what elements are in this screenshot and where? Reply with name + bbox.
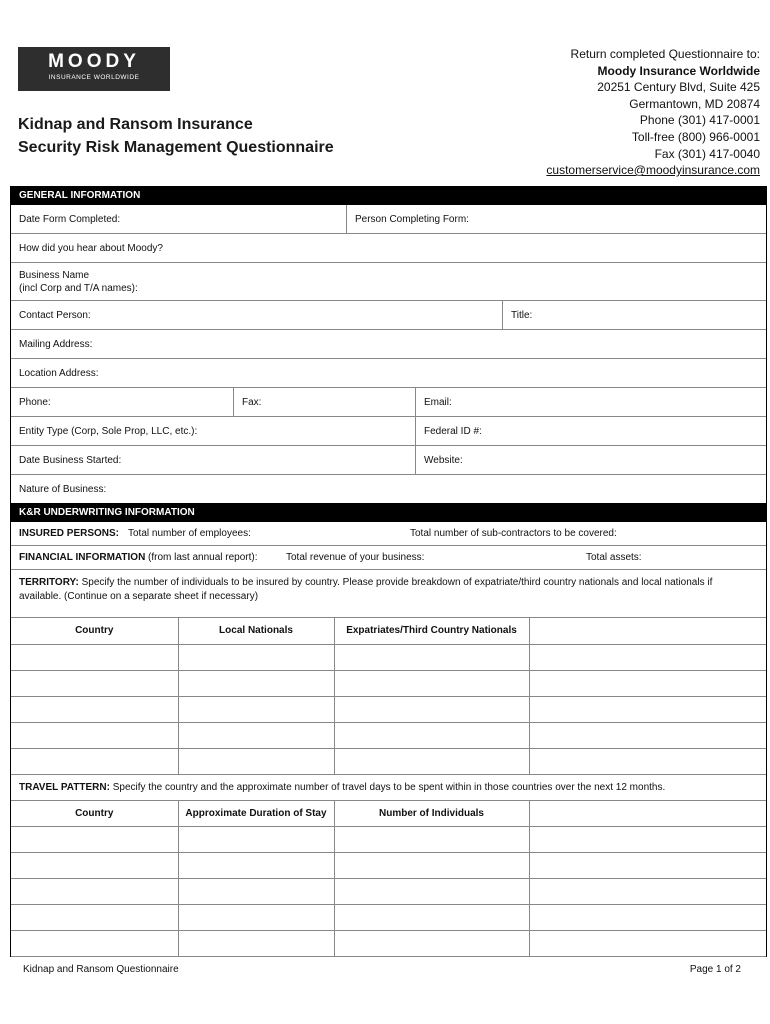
business-name-sublabel: (incl Corp and T/A names): (19, 282, 138, 294)
return-email-link[interactable]: customerservice@moodyinsurance.com (546, 163, 760, 178)
travel-instructions (11, 775, 766, 801)
revenue-label: Total revenue of your business: (286, 552, 425, 563)
table-cell[interactable] (334, 931, 529, 957)
return-address-block (546, 46, 760, 179)
travel-entry-row (11, 879, 766, 905)
return-company: Moody Insurance Worldwide (597, 63, 760, 78)
table-cell[interactable] (529, 670, 766, 696)
return-tollfree: Toll-free (800) 966-0001 (631, 129, 760, 144)
table-cell[interactable] (178, 879, 334, 905)
table-cell[interactable] (334, 853, 529, 879)
table-cell[interactable] (178, 696, 334, 722)
financial-info-label: FINANCIAL INFORMATION (19, 552, 146, 563)
financial-info-note: (from last annual report): (148, 552, 258, 563)
table-cell[interactable] (529, 748, 766, 774)
row-business-name (11, 263, 766, 301)
contact-person-field[interactable] (11, 301, 502, 329)
table-cell[interactable] (334, 696, 529, 722)
territory-col-local: Local Nationals (178, 618, 334, 644)
return-street: 20251 Century Blvd, Suite 425 (597, 80, 760, 95)
entity-type-field[interactable] (11, 417, 415, 445)
table-cell[interactable] (529, 722, 766, 748)
territory-col-country: Country (11, 618, 178, 644)
location-address-label: Location Address: (19, 367, 99, 379)
row-started-website (11, 446, 766, 475)
table-cell[interactable] (11, 644, 178, 670)
table-cell[interactable] (334, 879, 529, 905)
travel-label: TRAVEL PATTERN: (19, 781, 110, 793)
table-cell[interactable] (11, 931, 178, 957)
date-started-label: Date Business Started: (19, 454, 122, 466)
person-completing-label: Person Completing Form: (355, 213, 469, 225)
subcontractors-label: Total number of sub-contractors to be covered: (410, 528, 617, 539)
travel-col-country: Country (11, 801, 178, 827)
table-cell[interactable] (178, 853, 334, 879)
nature-of-business-label: Nature of Business: (19, 483, 107, 495)
general-info-header: GENERAL INFORMATION (11, 186, 766, 205)
row-contact (11, 301, 766, 330)
table-cell[interactable] (11, 748, 178, 774)
date-form-completed-field[interactable] (11, 205, 346, 233)
federal-id-field[interactable] (415, 417, 766, 445)
table-cell[interactable] (529, 644, 766, 670)
table-cell[interactable] (178, 670, 334, 696)
footer-document-name: Kidnap and Ransom Questionnaire (23, 964, 179, 975)
table-cell[interactable] (334, 644, 529, 670)
table-cell[interactable] (11, 827, 178, 853)
table-cell[interactable] (11, 722, 178, 748)
date-form-completed-label: Date Form Completed: (19, 213, 121, 225)
how-heard-field[interactable] (11, 234, 766, 262)
travel-header-row (11, 801, 766, 827)
table-cell[interactable] (178, 931, 334, 957)
date-started-field[interactable] (11, 446, 415, 474)
website-field[interactable] (415, 446, 766, 474)
table-cell[interactable] (178, 748, 334, 774)
table-cell[interactable] (178, 827, 334, 853)
row-phone-fax-email (11, 388, 766, 417)
return-intro: Return completed Questionnaire to: (570, 47, 760, 61)
territory-label: TERRITORY: (19, 577, 79, 588)
row-how-heard (11, 234, 766, 263)
travel-table (11, 801, 766, 958)
travel-text: Specify the country and the approximate number of travel days to be spent within in those countries over the next 12 months. (112, 781, 666, 793)
table-cell[interactable] (529, 931, 766, 957)
table-cell[interactable] (178, 644, 334, 670)
territory-col-blank (529, 618, 766, 644)
territory-table (11, 618, 766, 775)
mailing-address-field[interactable] (11, 330, 766, 358)
return-city: Germantown, MD 20874 (629, 96, 760, 111)
phone-label: Phone: (19, 396, 51, 408)
business-name-label: Business Name (19, 269, 90, 281)
table-cell[interactable] (11, 696, 178, 722)
phone-field[interactable] (11, 388, 233, 416)
return-phone: Phone (301) 417-0001 (639, 113, 760, 128)
questionnaire-form (10, 186, 767, 957)
territory-entry-row (11, 670, 766, 696)
row-nature (11, 475, 766, 503)
table-cell[interactable] (529, 905, 766, 931)
document-title (18, 113, 334, 159)
territory-text: Specify the number of individuals to be insured by country. Please provide breakdown of expatriate/third country nationals and local nationals if available. (Continue on a separate sheet if necessary) (19, 577, 713, 602)
fax-label: Fax: (242, 396, 262, 408)
travel-col-duration: Approximate Duration of Stay (178, 801, 334, 827)
table-cell[interactable] (334, 827, 529, 853)
table-cell[interactable] (529, 879, 766, 905)
mailing-address-label: Mailing Address: (19, 338, 93, 350)
table-cell[interactable] (11, 879, 178, 905)
logo-main-text: MOODY (48, 51, 140, 72)
territory-entry-row (11, 722, 766, 748)
employees-label: Total number of employees: (128, 528, 251, 539)
website-label: Website: (424, 454, 463, 466)
table-cell[interactable] (11, 905, 178, 931)
title-line-2: Security Risk Management Questionnaire (18, 139, 334, 156)
territory-instructions (11, 570, 766, 618)
table-cell[interactable] (529, 696, 766, 722)
underwriting-header: K&R UNDERWRITING INFORMATION (11, 503, 766, 522)
table-cell[interactable] (529, 853, 766, 879)
return-fax: Fax (301) 417-0040 (654, 146, 760, 161)
financial-info-row[interactable] (11, 546, 766, 570)
row-location (11, 359, 766, 388)
company-logo (18, 47, 170, 91)
business-name-field[interactable] (11, 263, 766, 300)
territory-col-expatriates: Expatriates/Third Country Nationals (334, 618, 529, 644)
travel-entry-row (11, 853, 766, 879)
table-cell[interactable] (11, 670, 178, 696)
territory-entry-row (11, 748, 766, 774)
title-line-1: Kidnap and Ransom Insurance (18, 116, 253, 133)
travel-entry-row (11, 931, 766, 957)
how-heard-label: How did you hear about Moody? (19, 242, 163, 254)
table-cell[interactable] (178, 905, 334, 931)
entity-type-label: Entity Type (Corp, Sole Prop, LLC, etc.): (19, 425, 198, 437)
table-cell[interactable] (529, 827, 766, 853)
email-label: Email: (424, 396, 452, 408)
row-mailing (11, 330, 766, 359)
table-cell[interactable] (178, 722, 334, 748)
logo-sub-text: INSURANCE WORLDWIDE (48, 74, 140, 81)
fax-field[interactable] (233, 388, 415, 416)
title-label: Title: (511, 309, 533, 321)
row-date-person (11, 205, 766, 234)
person-completing-field[interactable] (346, 205, 766, 233)
territory-entry-row (11, 696, 766, 722)
federal-id-label: Federal ID #: (424, 425, 482, 437)
table-cell[interactable] (334, 748, 529, 774)
territory-entry-row (11, 644, 766, 670)
travel-col-blank (529, 801, 766, 827)
insured-persons-label: INSURED PERSONS: (19, 528, 120, 539)
table-cell[interactable] (334, 722, 529, 748)
insured-persons-row[interactable] (11, 522, 766, 546)
table-cell[interactable] (334, 670, 529, 696)
contact-person-label: Contact Person: (19, 309, 91, 321)
table-cell[interactable] (334, 905, 529, 931)
table-cell[interactable] (11, 853, 178, 879)
assets-label: Total assets: (586, 552, 642, 563)
nature-of-business-field[interactable] (11, 475, 766, 503)
travel-entry-row (11, 905, 766, 931)
footer-page-number: Page 1 of 2 (689, 964, 741, 975)
travel-col-individuals: Number of Individuals (334, 801, 529, 827)
email-field[interactable] (415, 388, 766, 416)
territory-header-row (11, 618, 766, 644)
title-field[interactable] (502, 301, 766, 329)
travel-entry-row (11, 827, 766, 853)
location-address-field[interactable] (11, 359, 766, 387)
row-entity-federal (11, 417, 766, 446)
